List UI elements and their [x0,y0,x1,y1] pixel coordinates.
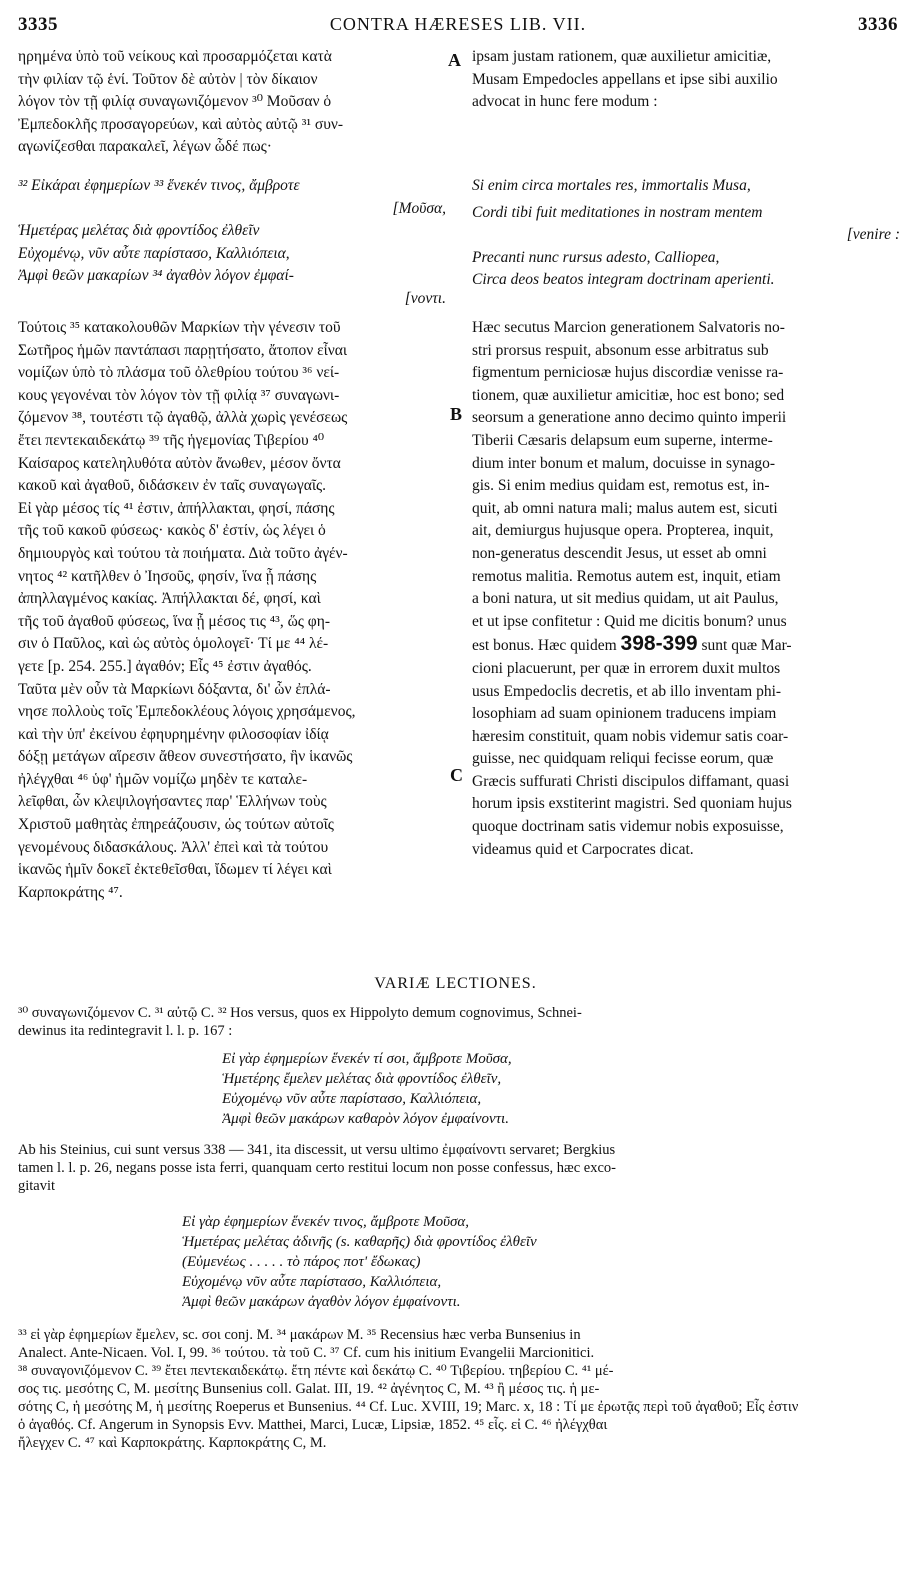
greek-intro-line: λόγον τὸν τῇ φιλίᾳ συναγωνιζόμενον ³⁰ Μοῦσαν ὁ [18,93,332,111]
latin-intro-line: Musam Empedocles appellans et ipse sibi auxilio [472,70,778,88]
latin-prose-line: guisse, nec quidquam reliqui fecisse eorum, quæ [472,750,774,768]
latin-prose-line: tionem, quæ auxilietur amicitiæ, hoc est bono; sed [472,386,785,404]
page-header [18,14,898,40]
note-line: dewinus ita redintegravit l. l. p. 167 : [18,1023,233,1039]
greek-prose-line: νησε πολλοὺς τοῖς Ἐμπεδοκλέους λόγοις χρησάμενος, [18,703,356,721]
latin-verse-line: Circa deos beatos integram doctrinam aperienti. [472,271,775,289]
greek-prose [18,317,446,904]
latin-verse-line: [venire : [846,226,900,244]
greek-intro-line: Ἐμπεδοκλῆς προσαγορεύων, καὶ αὐτὸς αὐτῷ ³¹ συν- [18,115,344,133]
footnote-line: ἤλεγχεν C. ⁴⁷ καὶ Καρποκράτης. Καρποκράτης C, M. [18,1435,327,1451]
quote-verse: Ἀμφὶ θεῶν μακάρων καθαρὸν λόγον ἐμφαίνοντι. [222,1111,509,1127]
quote-verse: (Εὐμενέως . . . . . τὸ πάρος ποτ' ἔδωκας) [182,1254,421,1270]
latin-prose-line: ait, demiurgus hujusque opera. Propterea, inquit, [472,522,774,540]
greek-prose-line: καὶ τὴν ὑπ' ἐκείνου ἐφηυρημένην φιλοσοφίαν ἰδίᾳ [18,725,329,743]
page-number-left: 3335 [18,14,58,35]
greek-prose-line: Σωτῆρος ἡμῶν παντάπασι παρῃτήσατο, ἄτοπον εἶναι [18,341,348,359]
greek-prose-line: ζόμενον ³⁸, τουτέστι τῷ ἀγαθῷ, ἀλλὰ χωρὶς γενέσεως [18,409,348,427]
latin-verse-line: Cordi tibi fuit meditationes in nostram mentem [472,203,763,221]
greek-prose-line: Ταῦτα μὲν οὖν τὰ Μαρκίωνι δόξαντα, δι' ὧν ἐπλά- [18,680,331,698]
margin-letter-a: A [448,50,461,70]
latin-prose-line [472,633,900,658]
greek-verse-line: Ἡμετέρας μελέτας διὰ φροντίδος ἐλθεῖν [18,222,260,240]
latin-prose-line: Tiberii Cæsaris delapsum eum superne, interme- [472,431,773,449]
quote-verse: Ἡμετέρας μελέτας ἀδινῆς (s. καθαρῆς) διὰ φροντίδος ἐλθεῖν [182,1234,537,1250]
quote-verse: Εὐχομένῳ νῦν αὖτε παρίστασο, Καλλιόπεια, [222,1091,482,1107]
greek-prose-line: Καίσαρος κατεληλυθότα αὐτὸν ἄνωθεν, μέσον ὄντα [18,454,341,472]
latin-prose-line: non-generatus descendit Jesus, ut esset ab omni [472,544,767,562]
greek-prose-line: ἔτει πεντεκαιδεκάτῳ ³⁹ τῆς ἡγεμονίας Τιβερίου ⁴⁰ [18,431,325,449]
greek-prose-line: σιν ὁ Παῦλος, καὶ ὡς αὐτὸς ὁμολογεῖ· Τί με ⁴⁴ λέ- [18,635,329,653]
greek-verse-line: [νοντι. [404,289,446,307]
latin-intro-line: ipsam justam rationem, quæ auxilietur amicitiæ, [472,48,772,65]
latin-prose-line: a boni natura, ut sit medius quidam, ut ait Paulus, [472,590,779,608]
latin-intro [472,46,900,114]
page-number-right: 3336 [858,14,898,35]
latin-prose-line: Hæc secutus Marcion generationem Salvatoris no- [472,319,785,336]
latin-prose-line: usus Empedoclis decretis, et ab illo inventam phi- [472,682,782,700]
variae-quote-b [182,1212,902,1312]
greek-prose-line: Χριστοῦ μαθητὰς ἐπηρεάζουσιν, ὡς τούτων αὐτοῖς [18,816,334,834]
greek-prose-line: Καρποκράτης ⁴⁷. [18,883,123,901]
quote-verse: Εἰ γὰρ ἐφημερίων ἕνεκέν τινος, ἄμβροτε Μοῦσα, [182,1214,470,1230]
footnote-line: Analect. Ante-Nicaen. Vol. I, 99. ³⁶ τούτου. τὰ τοῦ C. ³⁷ Cf. cum his initium Evangelii Marcionitici. [18,1345,595,1361]
quote-verse: Εὐχομένῳ νῦν αὖτε παρίστασο, Καλλιόπεια, [182,1274,442,1290]
greek-intro [18,46,446,159]
note-line: gitavit [18,1178,56,1194]
quote-verse: Ἀμφὶ θεῶν μακάρων ἀγαθὸν λόγον ἐμφαίνοντι. [182,1294,461,1310]
latin-prose-line: seorsum a generatione anno decimo quinto imperii [472,409,787,427]
latin-prose-line: et ut ipse confitetur : Quid me dicitis bonum? unus [472,612,787,630]
page-range-badge: 398-399 [620,633,698,656]
greek-prose-line: ἀπηλλαγμένος κακίας. Ἀπήλλακται δέ, φησί, καὶ [18,590,321,608]
latin-prose-line: gis. Si enim medius quidam est, remotus est, in- [472,477,770,495]
latin-prose-line: videamus quid et Carpocrates dicat. [472,840,694,858]
note-line: tamen l. l. p. 26, negans posse ista ferri, quanquam certo restitui locum non posse confessus, hæc exco- [18,1160,616,1176]
greek-prose-line: τῆς τοῦ ἀγαθοῦ φύσεως, ἵνα ᾖ μέσος τις ⁴³, ὥς φη- [18,612,330,630]
greek-prose-line: ἠλέγχθαι ⁴⁶ ὑφ' ἡμῶν νομίζω μηδὲν τε καταλε- [18,770,308,788]
latin-prose-fragment: sunt quæ Mar- [701,637,792,655]
footnotes [18,1326,900,1452]
greek-intro-line: αγωνίζεσθαι παρακαλεῖ, λέγων ὧδέ πως· [18,138,272,156]
greek-verses [18,175,446,311]
latin-prose-line: dium inter bonum et malum, docuisse in synago- [472,454,776,472]
variae-note-a [18,1004,900,1040]
latin-verse-line: Precanti nunc rursus adesto, Calliopea, [472,248,720,266]
greek-prose-line: γενομένους διδασκάλους. Ἀλλ' ἐπεὶ καὶ τὰ τούτου [18,838,329,856]
note-line: Ab his Steinius, cui sunt versus 338 — 341, ita discessit, ut versu ultimo ἐμφαίνοντι servaret; Bergkius [18,1142,616,1158]
greek-prose-line: κους γεγονέναι τὸν λόγον τὸν τῇ φιλίᾳ ³⁷ συναγωνι- [18,386,340,404]
running-title: CONTRA HÆRESES LIB. VII. [329,14,587,34]
greek-prose-line: τῆς τοῦ κακοῦ φύσεως· κακὸς δ' ἐστίν, ὡς λέγει ὁ [18,522,326,540]
greek-verse-line: [Μοῦσα, [392,199,446,217]
latin-prose-line: losophiam ad suam opinionem traducens impiam [472,705,777,723]
latin-prose [472,317,900,861]
quote-verse: Ἡμετέρης ἔμελεν μελέτας διὰ φροντίδος ἐλθεῖν, [222,1071,502,1087]
latin-prose-line: stri prorsus respuit, absonum esse arbitratus sub [472,341,769,359]
latin-prose-fragment: est bonus. Hæc quidem [472,637,617,655]
greek-prose-line: Εἰ γὰρ μέσος τίς ⁴¹ ἐστιν, ἀπήλλακται, φησί, πάσης [18,499,335,517]
variae-note-b [18,1141,900,1195]
greek-prose-line: δημιουργὸς καὶ τούτου τὰ ποιήματα. Διὰ τοῦτο ἀγέν- [18,544,348,562]
footnote-line: ³⁸ συναγονιζόμενον C. ³⁹ ἔτει πεντεκαιδεκάτῳ. ἔτη πέντε καὶ δεκάτῳ C. ⁴⁰ Τιβερίου. τηβερίου C. ⁴¹ μέ- [18,1363,614,1379]
latin-verse-line: Si enim circa mortales res, immortalis Musa, [472,177,751,194]
greek-prose-line: δόξῃ μετάγων αἵρεσιν ἄθεον συνεστήσατο, ἣν ἱκανῶς [18,748,353,766]
variae-lectiones-title: VARIÆ LECTIONES. [374,975,537,992]
greek-verse-line: ³² Εἰκάραι ἐφημερίων ³³ ἕνεκέν τινος, ἄμβροτε [18,177,300,194]
latin-prose-line: horum ipsis exstiterint magistri. Sed quoniam hujus [472,795,792,813]
latin-prose-line: figmentum perniciosæ hujus discordiæ venisse ra- [472,364,784,382]
greek-prose-line: λεῖφθαι, ὧν κλεψιλογήσαντες παρ' Ἑλλήνων τοὺς [18,793,327,811]
greek-prose-line: Τούτοις ³⁵ κατακολουθῶν Μαρκίων τὴν γένεσιν τοῦ [18,319,341,336]
quote-verse: Εἰ γὰρ ἐφημερίων ἕνεκέν τί σοι, ἄμβροτε Μοῦσα, [222,1051,512,1067]
greek-prose-line: ἱκανῶς ἡμῖν δοκεῖ ἐκτεθεῖσθαι, ἴδωμεν τί λέγει καὶ [18,861,332,879]
greek-prose-line: γετε [p. 254. 255.] ἀγαθόν; Εἷς ⁴⁵ ἐστιν ἀγαθός. [18,657,312,675]
greek-prose-line: κακοῦ καὶ ἀγαθοῦ, διδάσκειν ἐν ταῖς συναγωγαῖς. [18,477,327,495]
margin-letter-c: C [450,765,463,785]
footnote-line: ³³ εἰ γὰρ ἐφημερίων ἔμελεν, sc. σοι conj. M. ³⁴ μακάρων M. ³⁵ Recensius hæc verba Bunsenius in [18,1327,581,1343]
greek-verse-line: Εὐχομένῳ, νῦν αὖτε παρίστασο, Καλλιόπεια, [18,244,290,262]
latin-prose-line: cioni placuerunt, per quæ in errorem duxit multos [472,659,781,677]
footnote-line: ὁ ἀγαθός. Cf. Angerum in Synopsis Evv. Matthei, Marci, Lucæ, Lipsiæ, 1852. ⁴⁵ εἷς. εἰ C. ⁴⁶ ἠλέγχθαι [18,1417,608,1433]
latin-verses [472,175,900,292]
footnote-line: σος τις. μεσότης C, M. μεσίτης Bunsenius coll. Galat. III, 19. ⁴² ἀγένητος C, M. ⁴³ ἢ μέσος τις. ἡ με- [18,1381,600,1397]
greek-intro-line: ηρημένα ὑπὸ τοῦ νείκους καὶ προσαρμόζεται κατὰ [18,48,332,65]
footnote-line: σότης C, ἡ μεσότης M, ἡ μεσίτης Roeperus et Bunsenius. ⁴⁴ Cf. Luc. XVIII, 19; Marc. x, 18 : Τί με ἐρωτᾷς περὶ τοῦ ἀγαθοῦ; Εἷς ἐστιν [18,1399,799,1415]
latin-prose-line: quit, ab omni natura mali; malus autem est, sicuti [472,499,778,517]
latin-prose-line: quoque doctrinam satis videmur nobis exposuisse, [472,818,784,836]
variae-quote-a [222,1049,902,1129]
latin-prose-line: hæresim constituit, quam nobis videmur satis coar- [472,727,789,745]
greek-verse-line: Ἀμφὶ θεῶν μακαρίων ³⁴ ἀγαθὸν λόγον ἐμφαί- [18,267,294,285]
note-line: ³⁰ συναγωνιζόμενον C. ³¹ αὐτῷ C. ³² Hos versus, quos ex Hippolyto demum cognovimus, Schnei- [18,1005,582,1021]
latin-intro-line: advocat in hunc fere modum : [472,93,658,111]
greek-prose-line: νομίζων ὑπὸ τὸ πλάσμα τοῦ ὀλεθρίου τούτου ³⁶ νεί- [18,364,340,382]
margin-letter-b: B [450,404,463,424]
latin-prose-line: remotus malitia. Remotus autem est, inquit, etiam [472,567,781,585]
greek-prose-line: νητος ⁴² κατῆλθεν ὁ Ἰησοῦς, φησίν, ἵνα ᾖ πάσης [18,567,317,585]
greek-intro-line: τὴν φιλίαν τῷ ἑνί. Τοῦτον δὲ αὐτὸν | τὸν δίκαιον [18,70,318,88]
latin-prose-line: Græcis suffurati Christi discipulos diffamant, quasi [472,772,790,790]
